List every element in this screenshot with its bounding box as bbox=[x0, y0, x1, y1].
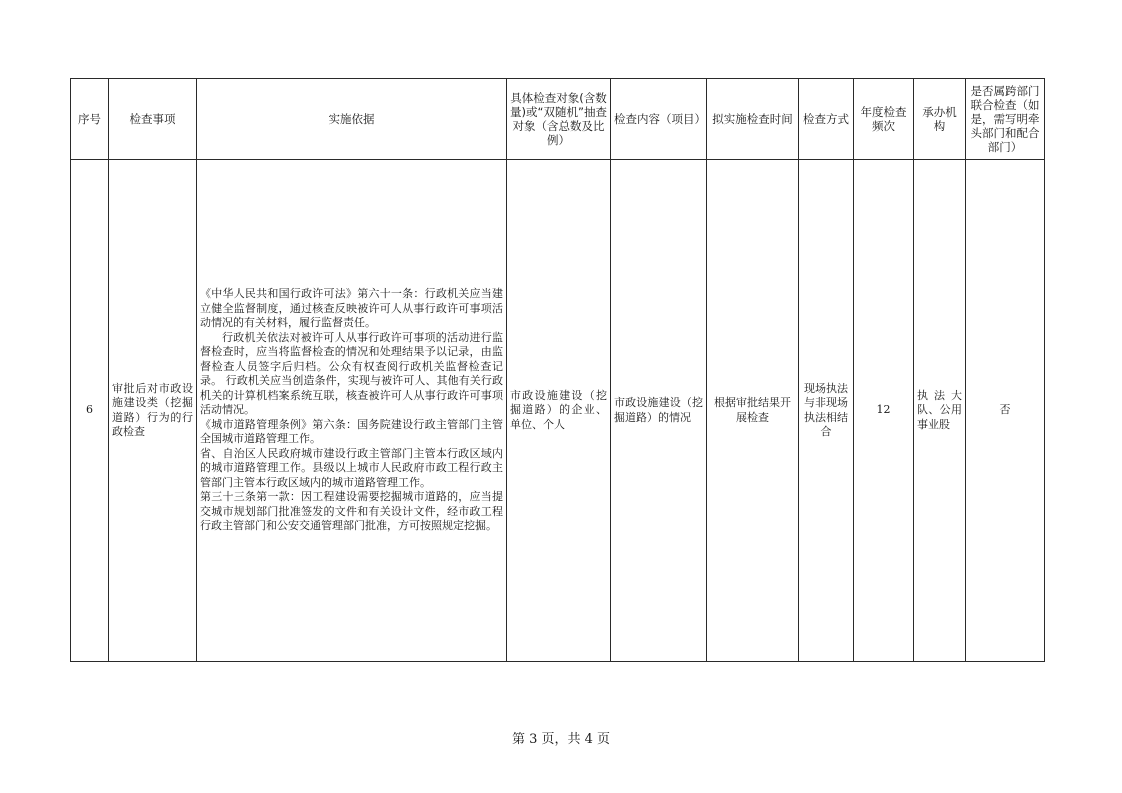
cell-seq: 6 bbox=[71, 160, 109, 662]
basis-paragraph: 第三十三条第一款：因工程建设需要挖掘城市道路的，应当提交城市规划部门批准签发的文件和有关设计文件，经市政工程行政主管部门和公安交通管理部门批准，方可按照规定挖掘。 bbox=[200, 490, 503, 533]
header-agency: 承办机构 bbox=[914, 79, 966, 160]
header-row bbox=[71, 79, 1045, 160]
header-frequency: 年度检查频次 bbox=[854, 79, 914, 160]
table-row bbox=[71, 160, 1045, 662]
cell-time: 根据审批结果开展检查 bbox=[707, 160, 799, 662]
cell-method: 现场执法与非现场执法相结合 bbox=[799, 160, 854, 662]
cell-joint: 否 bbox=[966, 160, 1045, 662]
cell-frequency: 12 bbox=[854, 160, 914, 662]
header-item: 检查事项 bbox=[109, 79, 197, 160]
basis-paragraph: 《中华人民共和国行政许可法》第六十一条：行政机关应当建立健全监督制度，通过核查反映被许可人从事行政许可事项活动情况的有关材料，履行监督责任。 bbox=[200, 287, 503, 330]
basis-paragraph: 行政机关依法对被许可人从事行政许可事项的活动进行监督检查时，应当将监督检查的情况和处理结果予以记录，由监督检查人员签字后归档。公众有权查阅行政机关监督检查记录。 行政机关应当创造条件，实现与被许可人、其他有关行政机关的计算机档案系统互联，核查被许可人从事行政许可事项活动情况。 bbox=[200, 330, 503, 417]
cell-basis bbox=[197, 160, 507, 662]
header-method: 检查方式 bbox=[799, 79, 854, 160]
header-time: 拟实施检查时间 bbox=[707, 79, 799, 160]
cell-target: 市政设施建设（挖掘道路）的企业、单位、个人 bbox=[507, 160, 611, 662]
cell-item: 审批后对市政设施建设类（挖掘道路）行为的行政检查 bbox=[109, 160, 197, 662]
header-basis: 实施依据 bbox=[197, 79, 507, 160]
page-number: 第 3 页，共 4 页 bbox=[511, 732, 611, 747]
inspection-table bbox=[70, 78, 1045, 662]
header-seq: 序号 bbox=[71, 79, 109, 160]
header-joint: 是否属跨部门联合检查（如是，需写明牵头部门和配合部门） bbox=[966, 79, 1045, 160]
header-target: 具体检查对象(含数量)或“双随机”抽查对象（含总数及比例） bbox=[507, 79, 611, 160]
basis-paragraph: 省、自治区人民政府城市建设行政主管部门主管本行政区域内的城市道路管理工作。县级以上城市人民政府市政工程行政主管部门主管本行政区域内的城市道路管理工作。 bbox=[200, 446, 503, 489]
header-content: 检查内容（项目） bbox=[611, 79, 707, 160]
cell-content: 市政设施建设（挖掘道路）的情况 bbox=[611, 160, 707, 662]
cell-agency: 执法大队、公用事业股 bbox=[914, 160, 966, 662]
basis-paragraph: 《城市道路管理条例》第六条：国务院建设行政主管部门主管全国城市道路管理工作。 bbox=[200, 417, 503, 446]
